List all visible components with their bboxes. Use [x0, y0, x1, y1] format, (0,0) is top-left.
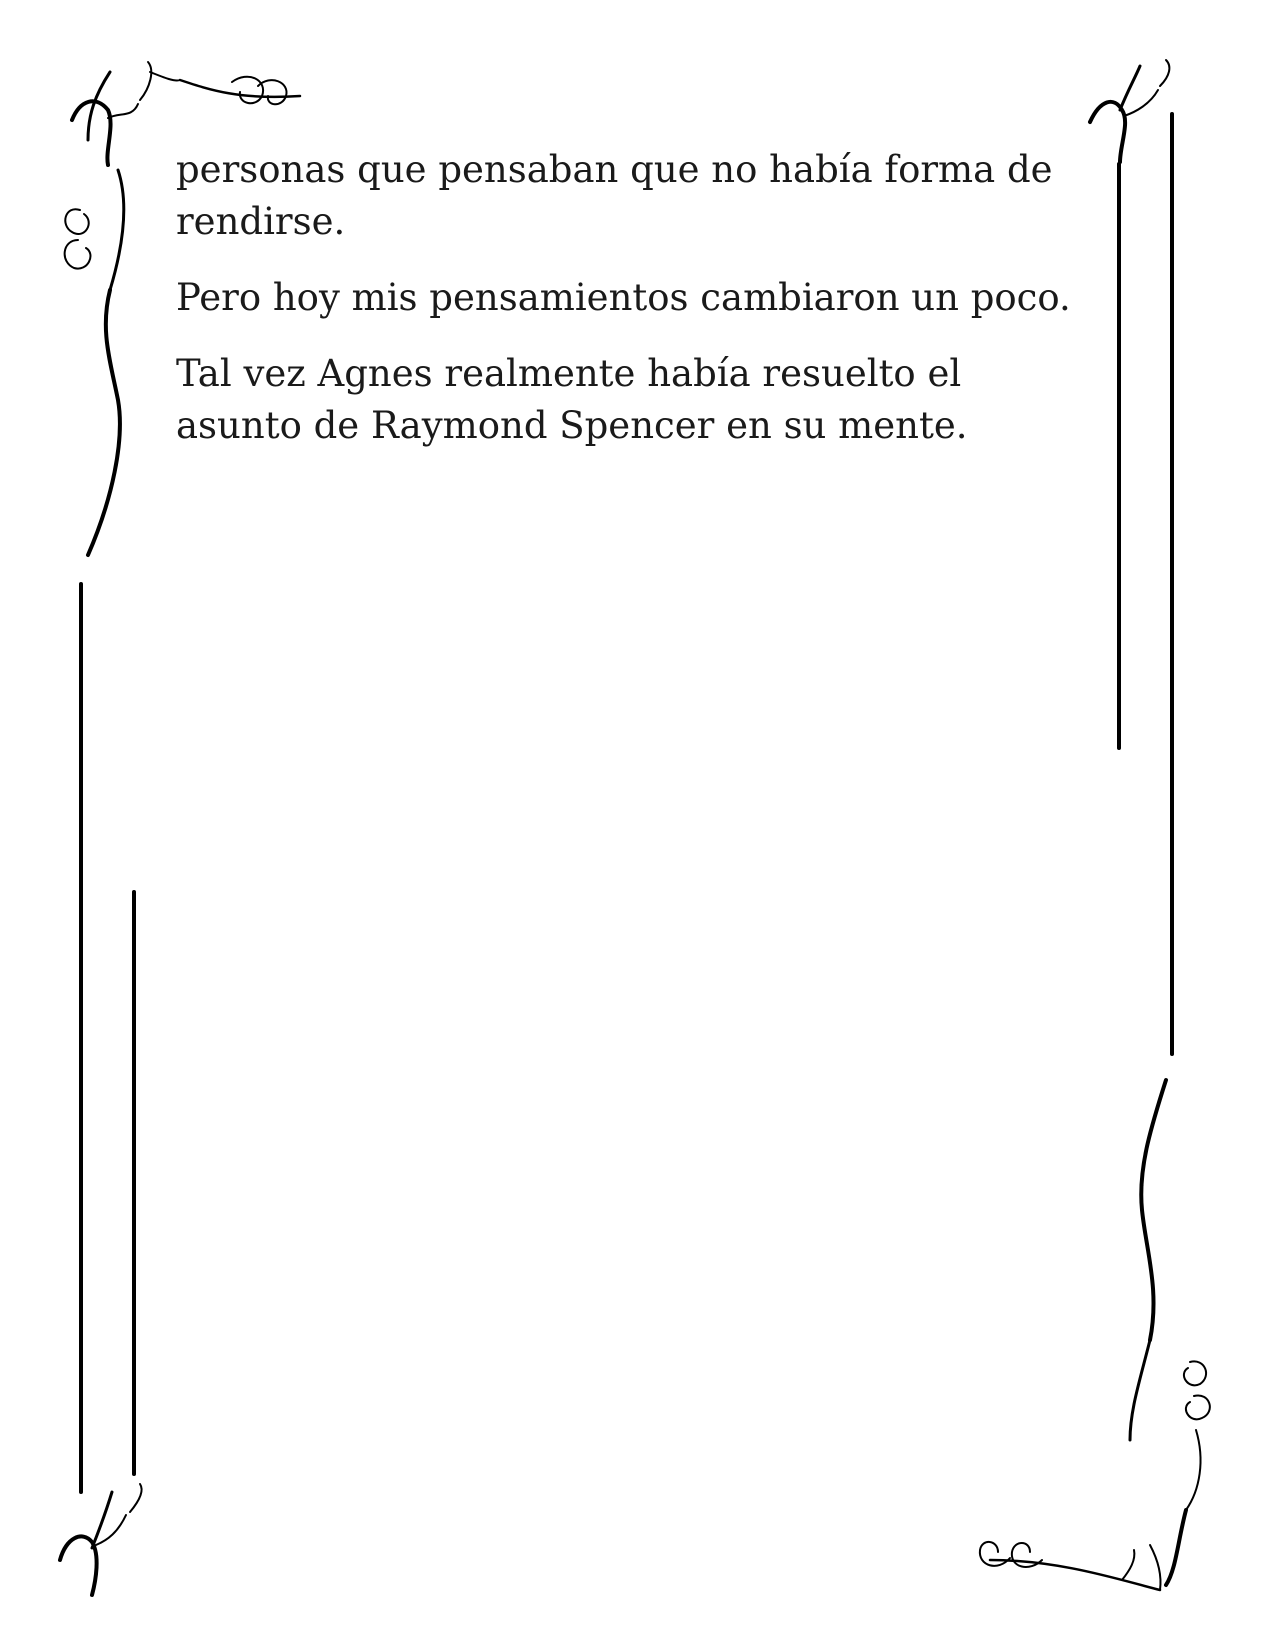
bottom-left-flourish [60, 1484, 142, 1595]
bottom-right-flourish [980, 1080, 1210, 1590]
paragraph-2: Pero hoy mis pensamientos cambiaron un poco. [176, 276, 1071, 319]
paragraph-3: Tal vez Agnes realmente había resuelto el asunto de Raymond Spencer en su mente. [176, 352, 968, 447]
top-right-flourish [1090, 60, 1169, 162]
paragraph-1: personas que pensaban que no había forma de rendirse. [176, 148, 1053, 243]
body-text [176, 144, 1096, 476]
